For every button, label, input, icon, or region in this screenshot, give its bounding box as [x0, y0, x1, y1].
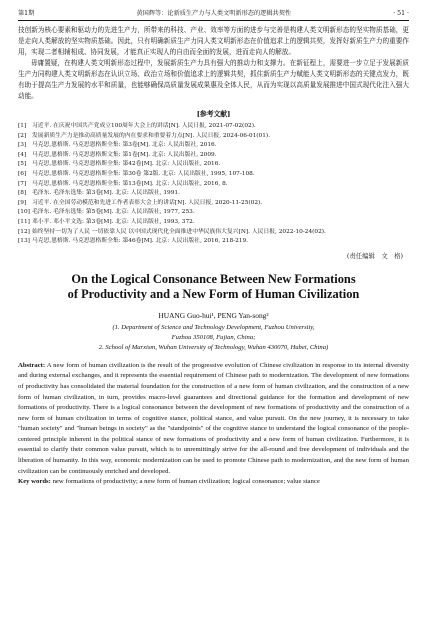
reference-list [18, 122, 409, 247]
affiliation-2: 2. School of Marxism, Wuhan University of Technology, Wuhan 430070, Hubei, China) [98, 343, 329, 351]
reference-text: 马克思,恩格斯. 马克思恩格斯全集: 第13卷[M]. 北京: 人民出版社, 2016, 8. [32, 180, 228, 187]
english-title-line-1: On the Logical Consonance Between New Formations [71, 271, 356, 286]
reference-number: [13] [18, 238, 30, 245]
english-affiliations [18, 323, 409, 353]
reference-text: 习近平. 在庆祝中国共产党成立100周年大会上的讲话[N]. 人民日报, 2021-07-02(02). [32, 123, 256, 129]
abstract-label: Abstract: [18, 361, 46, 369]
reference-item [18, 237, 409, 247]
reference-number: [12] [18, 228, 30, 235]
reference-text: 习近平. 在全国劳动模范和先进工作者表彰大会上的讲话[N]. 人民日报, 2020-11-25(02). [32, 199, 263, 206]
reference-number: [1] [18, 123, 27, 129]
english-keywords [18, 477, 409, 488]
running-title: 黄国辉等：论新质生产力与人类文明新形态的逻辑共契性 [136, 10, 292, 17]
body-paragraph-2: 毋庸置疑，在构建人类文明新形态过程中，发展新质生产力具有强大的推动力和支撑力。在新征程上，需要进一步立足于发展新质生产力同构建人类文明新形态在认识立场、政治立场和价值追求上的逻辑共契，抓住新质生产力赋能人类文明新形态的关键点发力，既有助于提高生产力发展的水平和质量，也能够确保高质量发展成果惠及全体人民，从而为实现以高质量发展推进中国式现代化注入强大动能。 [18, 59, 409, 100]
abstract-text: A new form of human civilization is the result of the progressive evolution of Chinese civilization in response to its internal diversity and during external exchanges, and it represents the essential requirement of Chinese path to modernization. The development of new formations of productivity has consolidated the material foundation for the construction of a new form of human civilization, and the construction of a new form of human civilization, in turn, provides macro-level guarantees and directional guidance for the formation and development of new formations of productivity. There is a logical consonance between the development of new formations of productivity and the construction of a new form of human civilization in terms of cognitive stance, political stance, and value pursuit. On the new journey, it is necessary to take "human society" and "human beings in society" as the "standpoints" of the cognitive stance to understand the logical consonance of the people-centered principle inherent in the political stance of new formations of productivity and a new form of human civilization. Furthermore, it is essential to clarify their common value pursuit, which is to unremittingly strive for the all-round and free development of individuals and the liberation of humanity. In this way, economic modernization can be used to promote Chinese path to modernization, and the new form of human civilization can be continuously enriched and developed. [18, 361, 409, 475]
reference-item [18, 218, 409, 228]
reference-number: [11] [18, 218, 30, 225]
reference-item [18, 160, 409, 170]
page-number: · 51 · [393, 10, 409, 17]
keywords-text: new formations of productivity; a new form of human civilization; logical consonance; value stance [52, 478, 320, 486]
reference-item [18, 180, 409, 190]
affiliation-1-line-2: Fuzhou 350108, Fujian, China; [171, 333, 256, 341]
reference-text: 邓小平. 邓小平文选: 第3卷[M]. 北京: 人民出版社, 1993, 372. [32, 218, 195, 225]
reference-text: 毛泽东. 毛泽东选集: 第3卷[M]. 北京: 人民出版社, 1991. [32, 190, 180, 197]
reference-text: 马克思,恩格斯. 马克思恩格斯全集: 第42卷[M]. 北京: 人民出版社, 2016. [32, 161, 221, 168]
reference-number: [3] [18, 142, 27, 149]
body-paragraph-1: 技创新为核心要素和驱动力的先进生产力，所带来的科技、产业、效率等方面的进步与完善是构建人类文明新形态的坚实物质基础，更是走向人类解放的坚实物质基础。因此，只有明确新质生产力同人类文明新形态在价值追求上的逻辑共契，发挥好新质生产力的重要作用，实现二者相辅相成、协同发展，才能真正实现人的自由而全面的发展，进而走向人的解放。 [18, 26, 409, 56]
reference-item [18, 170, 409, 180]
reference-item [18, 132, 409, 142]
reference-text: 马克思,恩格斯. 马克思恩格斯文集: 第1卷[M]. 北京: 人民出版社, 2009. [32, 151, 217, 158]
reference-text: 发展新质生产力是推动高质量发展的内在要求和重要着力点[N]. 人民日报, 2024-06-01(01). [32, 132, 271, 139]
reference-number: [6] [18, 170, 27, 177]
reference-item [18, 122, 409, 132]
chinese-body-text [18, 25, 409, 102]
reference-number: [9] [18, 199, 27, 206]
reference-text: 始终坚持一切为了人民 一切依靠人民 以中国式现代化全面推进中华民族伟大复兴[N]. 人民日报, 2022-10-24(02). [32, 228, 326, 235]
english-abstract [18, 361, 409, 478]
issue-number: 第1期 [18, 10, 35, 17]
reference-number: [4] [18, 151, 27, 158]
reference-item [18, 151, 409, 161]
running-header [18, 0, 409, 21]
reference-text: 马克思,恩格斯. 马克思恩格斯全集: 第46卷[M]. 北京: 人民出版社, 2016, 218-219. [32, 238, 249, 245]
reference-text: 毛泽东. 毛泽东选集: 第5卷[M]. 北京: 人民出版社, 1977, 253. [32, 209, 195, 216]
responsible-editor: (责任编辑 文 格) [346, 251, 403, 260]
english-title [18, 272, 409, 302]
reference-item [18, 208, 409, 218]
reference-number: [7] [18, 180, 27, 187]
reference-item [18, 189, 409, 199]
reference-item [18, 141, 409, 151]
reference-number: [2] [18, 132, 27, 139]
reference-number: [8] [18, 190, 27, 197]
reference-item [18, 199, 409, 209]
english-title-line-2: of Productivity and a New Form of Human Civilization [67, 286, 360, 301]
reference-item [18, 228, 409, 238]
reference-number: [10] [18, 209, 30, 216]
english-authors: HUANG Guo-hui¹, PENG Yan-song² [158, 310, 269, 320]
reference-text: 马克思,恩格斯. 马克思恩格斯全集: 第3卷[M]. 北京: 人民出版社, 2016. [32, 142, 217, 149]
reference-text: 马克思,恩格斯. 马克思恩格斯全集: 第30卷 第2版. 北京: 人民出版社, 1995, 107-108. [32, 170, 255, 177]
reference-number: [5] [18, 161, 27, 168]
affiliation-1-line-1: (1. Department of Science and Technology Development, Fuzhou University, [112, 323, 315, 331]
references-heading: [参考文献] [196, 110, 231, 118]
keywords-label: Key words: [18, 478, 51, 486]
